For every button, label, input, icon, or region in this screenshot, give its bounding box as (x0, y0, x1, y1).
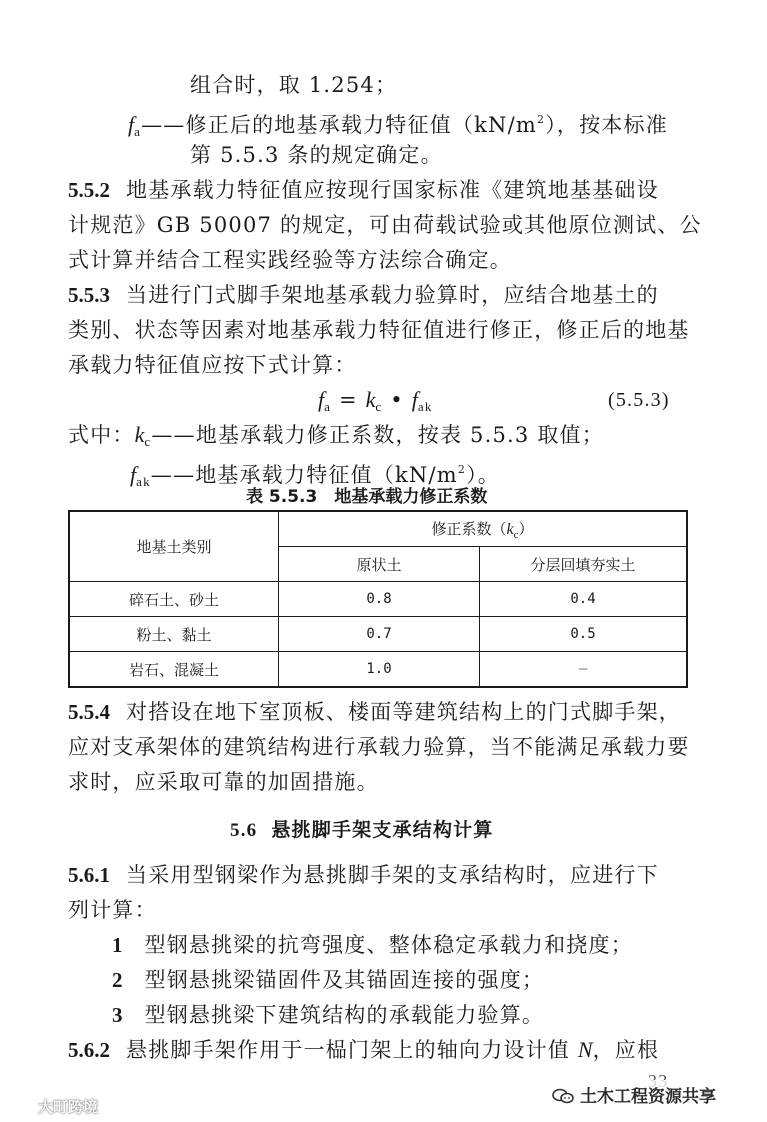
symbol: k (506, 520, 514, 538)
text: 悬挑脚手架作用于一榀门架上的轴向力设计值 (126, 1038, 578, 1062)
text-line: 承载力特征值应按下式计算： (68, 353, 357, 377)
text: ） (518, 519, 534, 538)
clause-number: 5.5.3 (68, 283, 110, 307)
where-kc (68, 420, 604, 457)
text-line: 列计算： (68, 898, 157, 922)
cell-value: 0.5 (480, 617, 688, 652)
text-line: 类别、状态等因素对地基承载力特征值进行修正，修正后的地基 (68, 318, 690, 342)
text: ，应根 (592, 1038, 660, 1062)
cell-value: 0.7 (279, 617, 480, 652)
section-number: 5.6 (230, 820, 258, 841)
clause-5-6-2 (68, 1035, 659, 1065)
list-item (112, 965, 544, 995)
section-title: 悬挑脚手架支承结构计算 (271, 819, 494, 841)
table-caption: 表 5.5.3 地基承载力修正系数 (246, 487, 488, 507)
watermark-text: 土木工程资源共享 (580, 1087, 716, 1107)
superscript: 2 (537, 113, 546, 126)
item-number: 1 (112, 933, 123, 957)
text: 修正系数（ (431, 519, 507, 538)
symbol: f (128, 112, 135, 137)
header-backfill: 分层回填夯实土 (480, 547, 688, 582)
clause-5-5-4 (68, 697, 681, 727)
text: 地基承载力特征值应按现行国家标准《建筑地基基础设 (126, 178, 659, 202)
watermark-right (548, 1080, 720, 1109)
clause-5-6-1 (68, 860, 659, 890)
text-line: 求时，应采取可靠的加固措施。 (68, 770, 379, 794)
wechat-icon (552, 1088, 574, 1104)
watermark-text: 大町跨境 (38, 1098, 99, 1116)
header-undisturbed: 原状土 (279, 547, 480, 582)
coefficient-table (68, 510, 688, 688)
cell-type: 粉土、黏土 (69, 617, 279, 652)
header-soil-type: 地基土类别 (69, 511, 279, 582)
operator: • (382, 388, 412, 412)
clause-number: 5.5.4 (68, 700, 110, 724)
item-text: 型钢悬挑梁的抗弯强度、整体稳定承载力和挠度； (144, 933, 633, 957)
symbol: k (134, 422, 145, 447)
symbol: N (577, 1037, 593, 1062)
text: 式中： (68, 423, 135, 447)
subscript: a (324, 399, 332, 414)
item-text: 型钢悬挑梁下建筑结构的承载能力验算。 (144, 1003, 545, 1027)
subscript: c (144, 434, 152, 449)
clause-5-5-3 (68, 280, 659, 310)
text: 对搭设在地下室顶板、楼面等建筑结构上的门式脚手架， (126, 700, 681, 724)
formula-number: (5.5.3) (608, 389, 670, 411)
text-line: 第 5.5.3 条的规定确定。 (190, 143, 443, 167)
operator: = (331, 388, 366, 412)
cell-value: 1.0 (279, 652, 480, 688)
section-heading (230, 815, 494, 846)
text-line: 式计算并结合工程实践经验等方法综合确定。 (68, 248, 512, 272)
subscript: ak (417, 399, 433, 414)
clause-number: 5.6.2 (68, 1038, 110, 1062)
item-number: 2 (112, 968, 123, 992)
list-item (112, 930, 633, 960)
formula (318, 385, 433, 422)
text: ——修正后的地基承载力特征值（kN/m (141, 113, 537, 137)
watermark-logo-icon (8, 1099, 34, 1113)
text: ），按本标准 (545, 113, 668, 137)
text-line: 组合时，取 1.254； (190, 73, 398, 97)
text: 当采用型钢梁作为悬挑脚手架的支承结构时，应进行下 (126, 863, 659, 887)
item-text: 型钢悬挑梁锚固件及其锚固连接的强度； (144, 968, 545, 992)
header-coefficient (279, 511, 688, 547)
cell-type: 碎石土、砂土 (69, 582, 279, 617)
subscript: c (375, 399, 383, 414)
cell-value: 0.4 (480, 582, 688, 617)
clause-number: 5.5.2 (68, 178, 110, 202)
cell-value: — (480, 652, 688, 688)
text: 当进行门式脚手架地基承载力验算时，应结合地基土的 (126, 283, 659, 307)
symbol: k (365, 387, 376, 412)
text: ——地基承载力特征值（kN/m (150, 463, 458, 487)
text: ——地基承载力修正系数，按表 5.5.3 取值； (151, 423, 604, 447)
text: ）。 (466, 463, 500, 487)
subscript: c (513, 528, 519, 541)
superscript: 2 (457, 463, 467, 476)
table-row (69, 617, 687, 652)
table-row (69, 582, 687, 617)
clause-number: 5.6.1 (68, 863, 110, 887)
text-line: 应对支承架体的建筑结构进行承载力验算，当不能满足承载力要 (68, 735, 690, 759)
subscript: ak (136, 474, 151, 489)
cell-type: 岩石、混凝土 (69, 652, 279, 688)
symbol: f (411, 387, 418, 412)
watermark-left (8, 1096, 98, 1117)
symbol: f (130, 462, 137, 487)
list-item (112, 1000, 544, 1030)
text-line: 计规范》GB 50007 的规定，可由荷载试验或其他原位测试、公 (68, 213, 702, 237)
symbol: f (318, 387, 325, 412)
cell-value: 0.8 (279, 582, 480, 617)
table-row (69, 652, 687, 688)
clause-5-5-2 (68, 175, 659, 205)
subscript: a (134, 124, 142, 139)
item-number: 3 (112, 1003, 123, 1027)
